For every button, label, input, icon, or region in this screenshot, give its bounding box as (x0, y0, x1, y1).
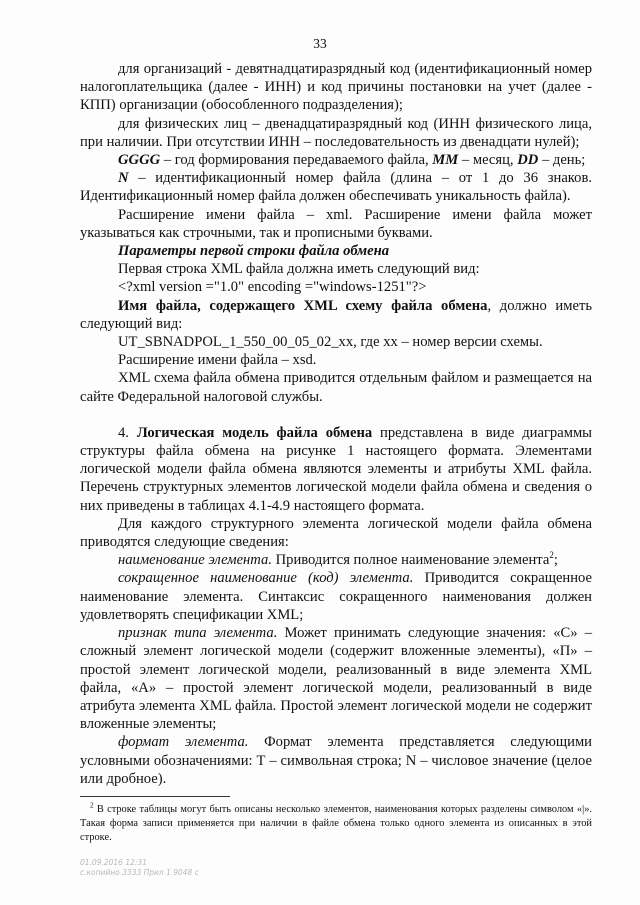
element-type-label: признак типа элемента. (118, 625, 278, 642)
paragraph-date-codes (80, 151, 592, 169)
term-year: GGGG (118, 152, 161, 169)
text-file-id: – идентификационный номер файла (длина – от 1 до 36 знаков. Идентификационный номер файла должен обеспечивать уникальность файла). (80, 170, 592, 205)
element-code-text: Приводится сокращенное наименование элемента. Синтаксис сокращенного наименования должен удовлетворять спецификации XML; (80, 570, 592, 623)
paragraph-element-info-intro: Для каждого структурного элемента логической модели файла обмена приводятся следующие сведения: (80, 515, 592, 551)
term-month: MM (432, 152, 459, 169)
paragraph-individuals: для физических лиц – двенадцатиразрядный код (ИНН физического лица, при наличии. При отсутствии ИНН – последовательность из двенадцати нулей); (80, 115, 592, 150)
section-heading-first-line: Параметры первой строки файла обмена (118, 243, 390, 260)
element-code-label: сокращенное наименование (код) элемента. (118, 570, 414, 587)
paragraph-extension-xsd: Расширение имени файла – xsd. (118, 352, 317, 369)
schema-name-label: Имя файла, содержащего XML схему файла обмена (118, 297, 488, 314)
document-stamp (80, 858, 199, 878)
paragraph-organizations: для организаций - девятнадцатиразрядный код (идентификационный номер налогоплательщика (далее - ИНН) и код причины постановки на учет (далее - КПП) организации (обособленного подразделения); (80, 61, 592, 114)
text-month: – месяц, (458, 152, 518, 169)
paragraph-schema-name (80, 297, 592, 333)
paragraph-file-id (80, 169, 592, 205)
element-type-text: Может принимать следующие значения: «С» – сложный элемент логической модели (содержит вложенные элементы), «П» – простой элемент логической модели, реализованный в виде элемента XML файла, «А» – простой элемент логической модели, реализованный в виде атрибута элемента XML файла. Простой элемент логической модели не содержит вложенные элементы; (80, 625, 592, 733)
schema-file-name: UT_SBNADPOL_1_550_00_05_02_xx, где хх – номер версии схемы. (118, 334, 543, 351)
element-format-text: Формат элемента представляется следующими условными обозначениями: Т – символьная строка; N – числовое значение (целое или дробное). (80, 734, 592, 787)
page-number: 33 (313, 36, 327, 51)
stamp-line-1: 01.09.2016 12:31 (80, 858, 147, 867)
section-number: 4. (118, 424, 137, 441)
paragraph-element-code (80, 569, 592, 624)
footnote-mark: 2 (90, 801, 94, 810)
logical-model-text: представлена в виде диаграммы структуры файла обмена на рисунке 1 настоящего формата. Элементами логической модели файла обмена являются элементы и атрибуты XML файла. Перечень структурных элементов логической модели файла обмена и сведения о них приведены в таблицах 4.1-4.9 настоящего формата. (80, 424, 592, 514)
term-n: N (118, 170, 129, 187)
text-day: – день; (538, 152, 586, 169)
paragraph-logical-model (80, 424, 592, 515)
element-format-label: формат элемента. (118, 734, 249, 751)
logical-model-label: Логическая модель файла обмена (136, 424, 373, 441)
footnote-ref: 2 (549, 550, 554, 561)
text-year: – год формирования передаваемого файла, (160, 152, 433, 169)
paragraph-element-format (80, 733, 592, 788)
page-body (80, 60, 592, 788)
paragraph-extension-xml: Расширение имени файла – xml. Расширение имени файла может указываться как строчными, так и прописными буквами. (80, 206, 592, 241)
term-day: DD (517, 152, 539, 169)
footnote-divider (80, 796, 230, 797)
xml-declaration: <?xml version ="1.0" encoding ="windows-1251"?> (118, 279, 427, 296)
stamp-line-2: с.копийно 3333 Прил 1 9048 с (80, 868, 199, 877)
footnote-text: В строке таблицы могут быть описаны несколько элементов, наименования которых разделены символом «|». Такая форма записи применяется при наличии в файле обмена только одного элемента из описанных в этой строке. (80, 804, 592, 843)
element-name-label: наименование элемента. (118, 552, 272, 569)
schema-name-text: , должно иметь следующий вид: (80, 297, 592, 332)
paragraph-element-name (80, 551, 592, 569)
paragraph-first-line-intro: Первая строка XML файла должна иметь следующий вид: (118, 261, 480, 278)
element-name-text: Приводится полное наименование элемента (271, 552, 550, 569)
footnote (80, 803, 592, 845)
element-name-end: ; (553, 552, 558, 569)
paragraph-schema-published: XML схема файла обмена приводится отдельным файлом и размещается на сайте Федеральной налоговой службы. (80, 370, 592, 405)
paragraph-element-type (80, 624, 592, 733)
